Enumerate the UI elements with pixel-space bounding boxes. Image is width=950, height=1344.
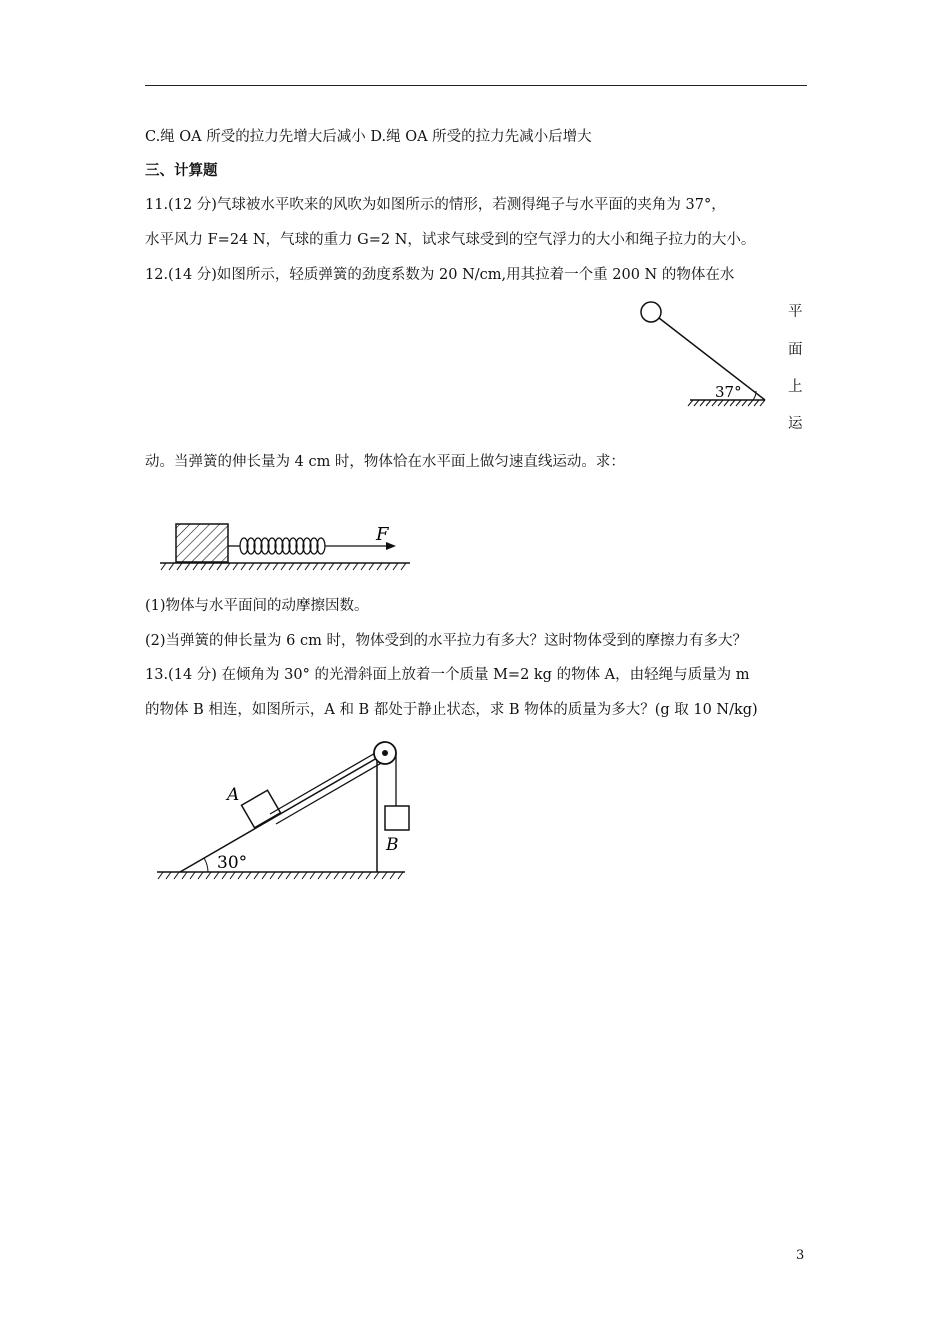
q12-sub-2: (2)当弹簧的伸长量为 6 cm 时，物体受到的水平拉力有多大？这时物体受到的摩擦力有多大？	[145, 633, 747, 649]
angle-label: 37°	[715, 383, 742, 401]
option-cd-line: C.绳 OA 所受的拉力先增大后减小 D.绳 OA 所受的拉力先减小后增大	[145, 129, 592, 145]
q13-line-2: 的物体 B 相连，如图所示，A 和 B 都处于静止状态，求 B 物体的质量为多大？(g 取 10 N/kg)	[145, 702, 758, 718]
header-rule	[145, 85, 807, 86]
q12-line-2: 动。当弹簧的伸长量为 4 cm 时，物体恰在水平面上做匀速直线运动。求：	[145, 454, 625, 470]
block-a	[242, 790, 281, 828]
block-b	[385, 806, 409, 830]
q13-line-1: 13.(14 分) 在倾角为 30° 的光滑斜面上放着一个质量 M=2 kg 的物体 A，由轻绳与质量为 m	[145, 667, 750, 683]
force-label: F	[376, 524, 389, 545]
page-number: 3	[796, 1248, 805, 1263]
section-heading: 三、计算题	[145, 162, 218, 179]
vertical-char: 上	[788, 379, 803, 395]
spring-figure	[158, 516, 418, 576]
block	[176, 524, 228, 562]
block-b-label: B	[386, 835, 399, 855]
vertical-char: 平	[788, 304, 803, 320]
incline-angle-label: 30°	[217, 853, 248, 873]
incline-figure	[155, 738, 415, 888]
q12-line-1: 12.(14 分)如图所示，轻质弹簧的劲度系数为 20 N/cm,用其拉着一个重 200 N 的物体在水	[145, 267, 735, 283]
q11-line-2: 水平风力 F=24 N，气球的重力 G=2 N，试求气球受到的空气浮力的大小和绳子拉力的大小。	[145, 232, 756, 248]
vertical-char: 运	[788, 416, 803, 432]
q11-line-1: 11.(12 分)气球被水平吹来的风吹为如图所示的情形，若测得绳子与水平面的夹角为 37°，	[145, 197, 726, 213]
q12-sub-1: (1)物体与水平面间的动摩擦因数。	[145, 598, 369, 614]
block-a-label: A	[227, 785, 240, 805]
spring-coil	[240, 538, 325, 554]
vertical-char: 面	[788, 342, 803, 358]
balloon-figure	[635, 298, 765, 408]
